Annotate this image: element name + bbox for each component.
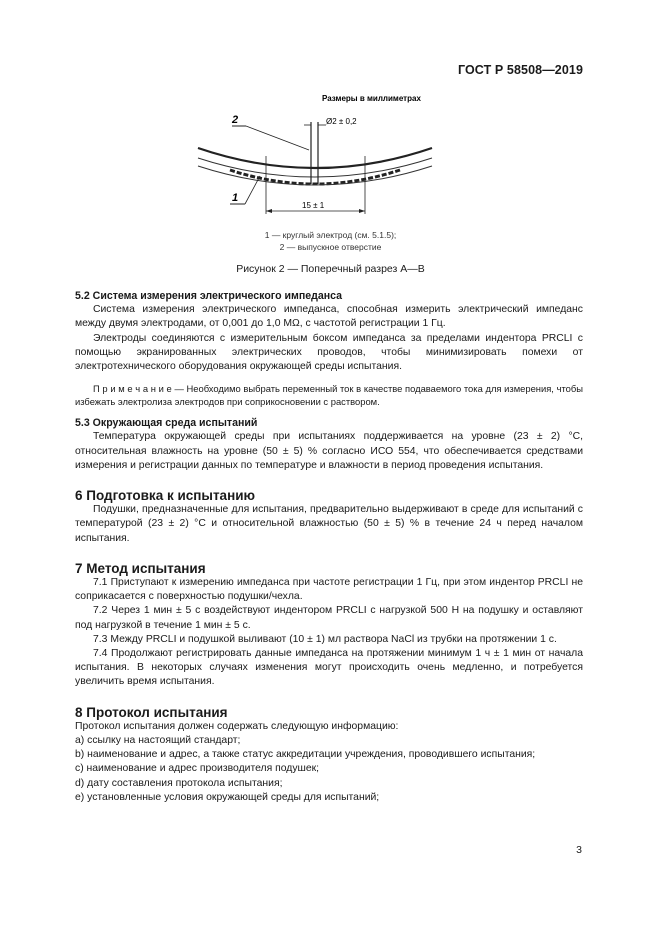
section-5-2-title: 5.2 Система измерения электрического импеданса bbox=[75, 290, 343, 302]
paragraph: Электроды соединяются с измерительным боксом импеданса за пределами индентора PRCLI с помощью экранированных электрических проводов, чтобы минимизировать помехи от электротехнического оборудования окружающей среды испытания. bbox=[75, 332, 583, 373]
list-item: e) установленные условия окружающей среды для испытаний; bbox=[75, 791, 380, 803]
document-body bbox=[75, 289, 583, 805]
dim-outlet-diameter: Ø2 ± 0,2 bbox=[326, 117, 357, 126]
figure-label-2: 2 bbox=[232, 114, 239, 126]
legend-item-1: 1 — круглый электрод (см. 5.1.5); bbox=[264, 230, 397, 240]
paragraph: 7.4 Продолжают регистрировать данные импеданса на протяжении минимум 1 ч ± 1 мин от начала испытания. В некоторых случаях изменения могут происходить очень медленно, и потребуется увеличить время испытания. bbox=[75, 648, 583, 688]
section-8-title: 8 Протокол испытания bbox=[75, 704, 228, 720]
dim-electrode-width: 15 ± 1 bbox=[302, 201, 325, 210]
section-6-title: 6 Подготовка к испытанию bbox=[75, 488, 256, 504]
list-item: d) дату составления протокола испытания; bbox=[75, 777, 283, 789]
paragraph: 7.3 Между PRCLI и подушкой выливают (10 ± 1) мл раствора NaCl из трубки на протяжении 1 с. bbox=[93, 633, 557, 645]
figure-caption: Рисунок 2 — Поперечный разрез А—В bbox=[236, 263, 425, 275]
page-number: 3 bbox=[576, 844, 582, 856]
paragraph: 7.1 Приступают к измерению импеданса при частоте регистрации 1 Гц, при этом индентор PRCLI не соприкасается с поверхностью подушки/чехла. bbox=[75, 577, 583, 603]
paragraph: 7.2 Через 1 мин ± 5 с воздействуют индентором PRCLI с нагрузкой 500 Н на подушку и оставляют под нагрузкой в течение 1 мин ± 5 с. bbox=[75, 605, 583, 631]
list-intro: Протокол испытания должен содержать следующую информацию: bbox=[75, 720, 399, 732]
list-item: b) наименование и адрес, а также статус аккредитации учреждения, проводившего испытания; bbox=[75, 749, 536, 761]
section-5-3-title: 5.3 Окружающая среда испытаний bbox=[75, 417, 258, 430]
report-requirements-list bbox=[75, 720, 583, 805]
document-header: ГОСТ Р 58508—2019 bbox=[457, 63, 583, 77]
dimensions-note: Размеры в миллиметрах bbox=[322, 94, 421, 103]
list-item: a) ссылку на настоящий стандарт; bbox=[75, 735, 241, 747]
legend-item-2: 2 — выпускное отверстие bbox=[279, 242, 382, 252]
paragraph: Подушки, предназначенные для испытания, предварительно выдерживают в среде для испытаний с температурой (23 ± 2) °С и относительной влажностью (50 ± 5) % в течение 24 ч перед началом испытания. bbox=[75, 504, 583, 544]
figure-legend bbox=[0, 229, 661, 253]
section-7-title: 7 Метод испытания bbox=[75, 560, 206, 576]
cross-section-figure bbox=[190, 88, 440, 218]
paragraph: Температура окружающей среды при испытаниях поддерживается на уровне (23 ± 2) °С, относительная влажность на уровне (50 ± 5) % согласно ИСО 554, что обеспечивается средствами измерения и регистрации данных по температуре и влажности в период проведения испытания. bbox=[75, 431, 583, 471]
note: П р и м е ч а н и е — Необходимо выбрать переменный ток в качестве подаваемого тока для измерения, чтобы избежать электролиза электродов при соприкосновении с раствором. bbox=[75, 383, 583, 408]
list-item: c) наименование и адрес производителя подушек; bbox=[75, 763, 320, 775]
paragraph: Система измерения электрического импеданса, способная измерить электрический импеданс между двумя электродами, от 0,001 до 1,0 MΩ, с частотой регистрации 1 Гц. bbox=[75, 304, 583, 330]
figure-label-1: 1 bbox=[232, 192, 239, 204]
